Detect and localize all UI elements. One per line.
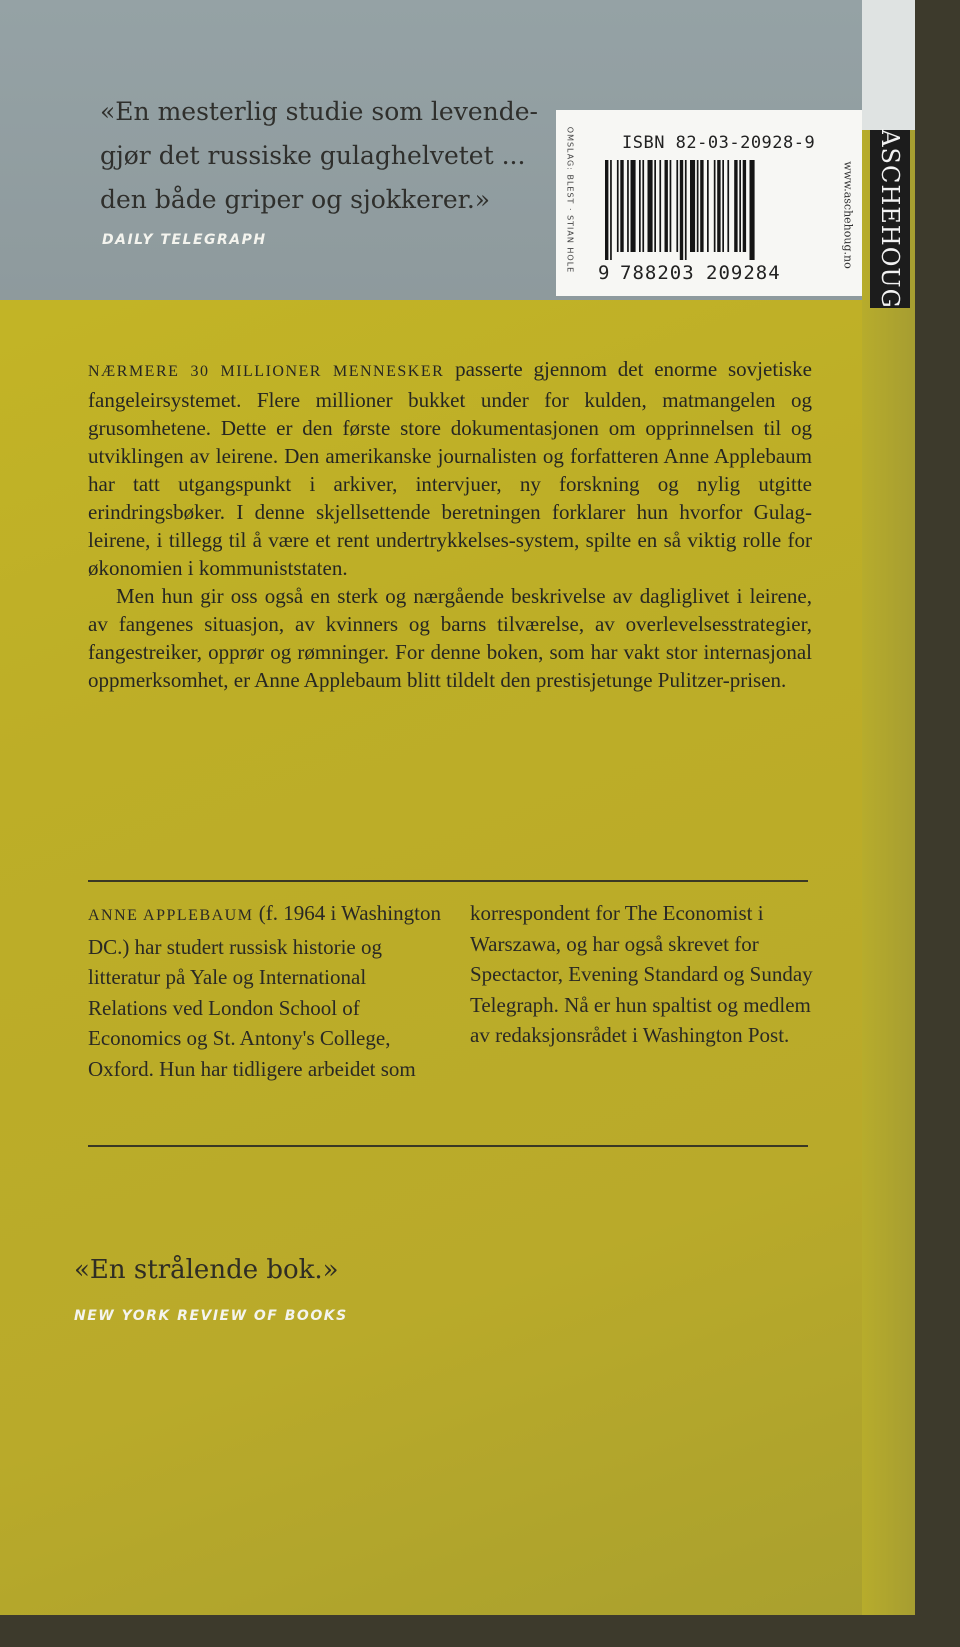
blurb <box>88 355 812 694</box>
barcode-bar <box>627 160 629 252</box>
top-quote-source: DAILY TELEGRAPH <box>102 232 267 248</box>
barcode-bar <box>743 160 746 252</box>
barcode-bar <box>734 160 737 252</box>
barcode-bar <box>717 160 720 252</box>
blurb-paragraph-1-text: passerte gjennom det enorme sovjetiske fangeleirsystemet. Flere millioner bukket under for kulden, matmangelen og grusomhetene. Dette er den første store dokumentasjonen om opprinnelsen til og utviklingen av leirene. Den amerikanske journalisten og forfatteren Anne Applebaum har tatt utgangspunkt i arkiver, intervjuer, ny forskning og nylig utgitte erindringsbøker. I denne skjellsettende beretningen forklarer hun hvorfor Gulag-leirene, i tillegg til å være et rent undertrykkelses-system, spilte en så viktig rolle for økonomien i kommuniststaten. <box>88 357 812 580</box>
barcode-bar <box>700 160 703 252</box>
ean-digit-first: 9 <box>598 262 610 284</box>
bottom-quote-source: NEW YORK REVIEW OF BOOKS <box>74 1308 348 1324</box>
blurb-paragraph-1 <box>88 355 812 582</box>
barcode-bar <box>714 160 716 252</box>
divider-bottom <box>88 1145 808 1147</box>
author-bio-right: korrespondent for The Economist i Warszawa, og har også skrevet for Spectactor, Evening Standard og Sunday Telegraph. Nå er hun spaltist og medlem av redaksjonsrådet i Washington Post. <box>470 901 813 1047</box>
barcode-bar <box>727 160 729 252</box>
barcode-bar <box>685 160 687 260</box>
author-bio-left-text: (f. 1964 i Washington DC.) har studert russisk historie og litteratur på Yale og International Relations ved London School of Economics og St. Antony's College, Oxford. Hun har tidligere arbeidet som <box>88 901 441 1081</box>
barcode-bar <box>739 160 741 252</box>
barcode-bar <box>680 160 683 260</box>
publisher-website: www.aschehoug.no <box>841 161 855 269</box>
cover-design-credit: OMSLAG: BLEST · STIAN HOLE <box>565 126 575 274</box>
barcode-bar <box>648 160 653 252</box>
author-name: ANNE APPLEBAUM <box>88 907 254 924</box>
ean-digits-left: 788203 <box>620 262 695 284</box>
bottom-quote: «En strålende bok.» <box>74 1255 339 1285</box>
spine-top <box>862 0 915 130</box>
top-quote-line: gjør det russiske gulaghelvetet ... <box>100 141 526 170</box>
isbn-text: ISBN 82-03-20928-9 <box>622 133 816 153</box>
ean-digits-right: 209284 <box>706 262 781 284</box>
barcode-bar <box>697 160 699 252</box>
publisher-name: ASCHEHOUG <box>876 129 904 309</box>
barcode-bar <box>659 160 661 252</box>
top-quote-line: «En mesterlig studie som levende- <box>100 97 538 126</box>
barcode-bar <box>617 160 619 252</box>
top-quote <box>100 90 550 222</box>
barcode-bar <box>631 160 636 252</box>
barcode-bar <box>639 160 641 252</box>
barcode-bar <box>722 160 724 252</box>
barcode-bar <box>665 160 668 252</box>
blurb-paragraph-2: Men hun gir oss også en sterk og nærgående beskrivelse av dagliglivet i leirene, av fangenes situasjon, av kvinners og barns tilværelse, av overlevelsesstrategier, fangestreiker, opprør og rømninger. For denne boken, som har vakt stor internasjonal oppmerksomhet, er Anne Applebaum blitt tildelt den prestisjetunge Pulitzer-prisen. <box>88 584 812 692</box>
barcode-bar <box>750 160 755 260</box>
barcode-bar <box>605 160 608 260</box>
barcode-bar <box>620 160 623 252</box>
author-bio-left <box>88 898 448 1084</box>
divider-top <box>88 880 808 882</box>
barcode-bar <box>654 160 656 252</box>
blurb-lead: NÆRMERE 30 MILLIONER MENNESKER <box>88 363 445 380</box>
barcode-bar <box>690 160 695 252</box>
barcode-bar <box>707 160 709 252</box>
top-quote-line: den både griper og sjokkerer.» <box>100 185 491 214</box>
barcode-bar <box>676 160 678 252</box>
barcode-bar <box>610 160 612 260</box>
barcode-bars <box>605 160 805 260</box>
barcode-bar <box>642 160 644 252</box>
publisher-logo <box>870 130 910 308</box>
barcode-bar <box>670 160 672 252</box>
